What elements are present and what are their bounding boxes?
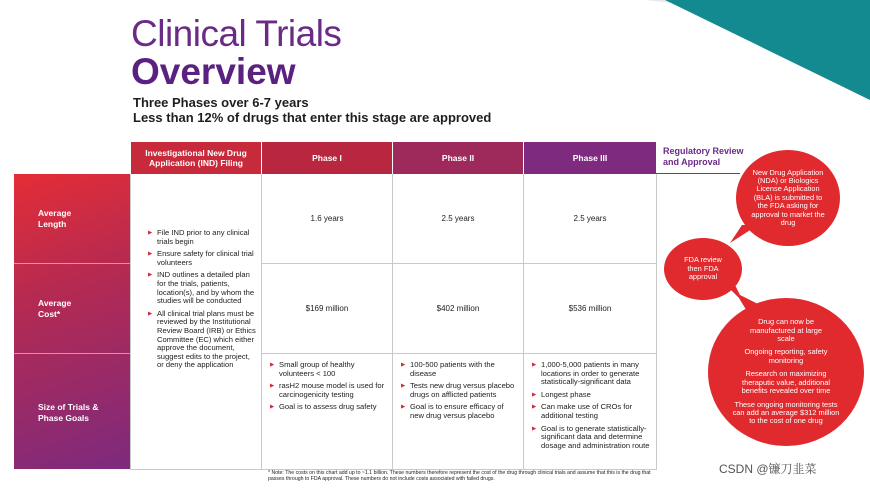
phase-3-goals — [532, 361, 652, 454]
list-item: ▶ File IND prior to any clinical trials begin — [148, 229, 256, 246]
list-item: ▶ Goal is to ensure efficacy of new drug versus placebo — [401, 403, 519, 420]
page-title-bold: Overview — [131, 51, 296, 92]
list-item: ▶ Ensure safety for clinical trial volunteers — [148, 250, 256, 267]
row-label-length — [14, 208, 130, 229]
length-phase-2: 2.5 years — [441, 214, 475, 223]
regulatory-title-text: Regulatory Review and Approval — [663, 146, 744, 167]
post-approval-bubble — [708, 298, 864, 446]
cost-phase-1: $169 million — [305, 304, 349, 313]
corner-decoration — [645, 0, 870, 100]
page-title: Clinical Trials — [131, 13, 342, 54]
list-item: ▶ Goal is to generate statistically-significant data and determine dosage and administration route — [532, 425, 652, 451]
list-item: ▶ 100-500 patients with the disease — [401, 361, 519, 378]
grid-line — [261, 353, 656, 354]
row-label-divider — [14, 353, 130, 354]
header-divider — [656, 173, 740, 174]
row-label-length-text: Average Length — [38, 208, 72, 229]
row-label-size-text: Size of Trials & Phase Goals — [38, 402, 99, 423]
list-item: ▶ All clinical trial plans must be reviewed by the Institutional Review Board (IRB) or Ethics Committee (EC) which either approve the document, suggest edits to the project, or deny the application — [148, 310, 256, 370]
footnote: * Note: The costs on this chart add up to ~1.1 billion. These numbers therefore represent the cost of the drug through clinical trials and assume that this is the drug that passes through to FDA approval. These numbers do not include costs associated with failed drugs. — [268, 470, 651, 483]
cost-phase-2: $402 million — [436, 304, 480, 313]
row-label-size — [14, 402, 130, 423]
ind-bullet-list — [148, 229, 256, 374]
header-phase-3: Phase III — [524, 142, 656, 174]
grid-line — [656, 174, 657, 469]
grid-line — [261, 263, 656, 264]
list-item: ▶ Tests new drug versus placebo drugs on afflicted patients — [401, 382, 519, 399]
header-phase-1: Phase I — [262, 142, 392, 174]
subtitle-phases: Three Phases over 6-7 years — [133, 95, 309, 110]
list-item: ▶ 1,000-5,000 patients in many locations in order to generate statistically-significant data — [532, 361, 652, 387]
watermark: CSDN @镰刀韭菜 — [719, 462, 817, 476]
list-item: ▶ Can make use of CROs for additional testing — [532, 403, 652, 420]
fda-bubble — [664, 238, 742, 300]
phase-1-goals — [270, 361, 388, 416]
post-approval-text: Ongoing reporting, safety monitoring — [744, 347, 828, 365]
length-phase-1: 1.6 years — [310, 214, 344, 223]
post-approval-text: These ongoing monitoring tests can add an average $312 million to the cost of one drug — [732, 399, 840, 426]
list-item: ▶ rasH2 mouse model is used for carcinogenicity testing — [270, 382, 388, 399]
nda-bubble-text: New Drug Application (NDA) or Biologics License Application (BLA) is submitted to the FDA asking for approval to market the drug — [751, 167, 825, 228]
list-item: ▶ IND outlines a detailed plan for the trials, patients, location(s), and by whom the studies will be conducted — [148, 271, 256, 305]
phase-2-goals — [401, 361, 519, 425]
post-approval-text: Drug can now be manufactured at large scale — [750, 317, 822, 344]
nda-bubble — [736, 150, 840, 246]
header-phase-2: Phase II — [393, 142, 523, 174]
list-item: ▶ Goal is to assess drug safety — [270, 403, 388, 412]
subtitle-approval-rate: Less than 12% of drugs that enter this stage are approved — [133, 110, 492, 125]
fda-bubble-text: FDA review then FDA approval — [684, 255, 722, 282]
cost-phase-3: $536 million — [568, 304, 612, 313]
post-approval-text: Research on maximizing theraputic value, additional benefits revealed over time — [741, 369, 831, 396]
length-phase-3: 2.5 years — [573, 214, 607, 223]
header-regulatory — [663, 146, 758, 168]
grid-line — [130, 174, 131, 469]
list-item: ▶ Longest phase — [532, 391, 652, 400]
row-label-cost-text: Average Cost* — [38, 298, 72, 319]
list-item: ▶ Small group of healthy volunteers < 100 — [270, 361, 388, 378]
row-label-divider — [14, 263, 130, 264]
row-label-cost — [14, 298, 130, 319]
header-ind-filing: Investigational New Drug Application (IND) Filing — [131, 142, 261, 174]
